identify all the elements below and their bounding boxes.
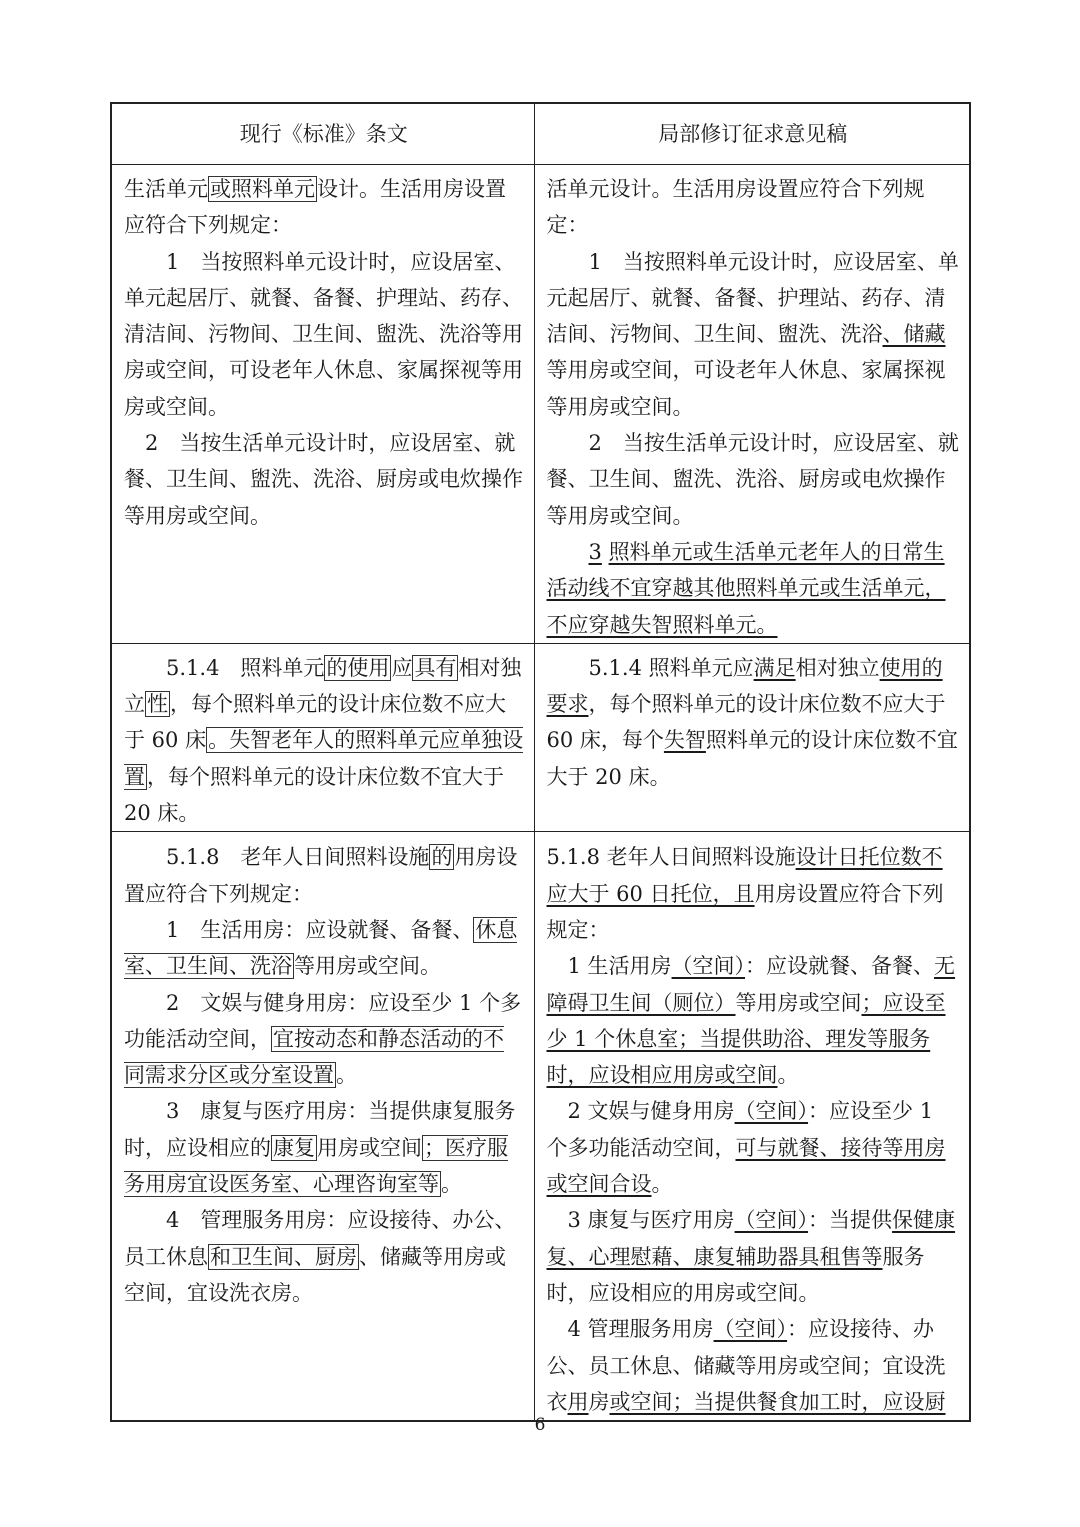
cell-current-row2 <box>111 643 534 831</box>
text-span: ，每个照料单元的设计床位数不应大于 60 床，每个 <box>546 692 946 753</box>
table-header-row <box>111 103 970 165</box>
paragraph <box>547 839 960 948</box>
underlined-text: 3 <box>588 539 602 564</box>
boxed-text: 的 <box>431 845 453 870</box>
cell-revision-row2 <box>534 643 970 831</box>
paragraph <box>124 1202 524 1311</box>
paragraph <box>547 948 960 1093</box>
paragraph <box>547 534 960 643</box>
underlined-text: 使用的要求 <box>546 655 943 717</box>
text-span: 4 管理服务用房：应设接待、办公、员工休息 <box>124 1208 516 1269</box>
boxed-text: 。失智老年人的照料单元应单独设置 <box>124 728 524 789</box>
paragraph <box>124 839 524 912</box>
text-span: 用房设置应符合下列规定： <box>124 845 518 906</box>
underlined-text: 用 <box>567 1389 589 1414</box>
text-span: 照料单元的设计床位数不宜大于 20 床。 <box>546 728 958 789</box>
boxed-text: 和卫生间、厨房 <box>210 1244 357 1269</box>
underlined-text: （空间） <box>671 954 746 979</box>
paragraph: 活单元设计。生活用房设置应符合下列规定： <box>546 177 925 238</box>
text-span: 相对独立 <box>124 655 522 717</box>
underlined-text: 照料单元或生活单元老年人的日常生活动线不宜穿越其他照料单元或生活单元，不应穿越失智照料单元。 <box>546 539 946 637</box>
text-span: 5.1.4 照料单元应 <box>588 655 754 680</box>
paragraph <box>124 912 524 985</box>
paragraph <box>124 985 524 1094</box>
text-span: 设计。生活用房设置应符合下列规定： <box>124 177 506 238</box>
boxed-text: 康复 <box>273 1135 315 1160</box>
table-row <box>111 832 970 1421</box>
paragraph <box>547 1093 960 1202</box>
text-span: 。 <box>777 1063 799 1088</box>
text-span: 2 文娱与健身用房：应设至少 1 个多功能活动空间， <box>124 990 522 1051</box>
underlined-text: 、储藏 <box>882 322 946 347</box>
text-span: 用房设置应符合下列规定： <box>546 881 944 942</box>
underlined-text: 可与就餐、接待等用房或空间合设 <box>546 1135 946 1197</box>
text-span: ：应设接待、办公、员工休息、储藏等用房或空间；宜设洗衣 <box>546 1317 946 1414</box>
cell-current-row3 <box>111 832 534 1421</box>
header-revision-draft: 局部修订征求意见稿 <box>534 103 970 165</box>
text-span: 5.1.8 老年人日间照料设施 <box>546 845 796 870</box>
text-span: 5.1.4 照料单元 <box>166 655 325 680</box>
text-span: 3 康复与医疗用房 <box>567 1208 735 1233</box>
text-span: ，每个照料单元的设计床位数不宜大于 20 床。 <box>124 764 504 826</box>
boxed-text: 或照料单元 <box>210 177 315 201</box>
table-row <box>111 165 970 644</box>
text-span: 服务时，应设相应的用房或空间。 <box>546 1244 925 1305</box>
text-span: ：当提供 <box>808 1208 893 1233</box>
page-number: 6 <box>534 1415 546 1435</box>
text-span: 4 管理服务用房 <box>567 1317 714 1342</box>
cell-revision-row3 <box>534 832 970 1421</box>
paragraph <box>547 650 960 795</box>
text-span: 。 <box>441 1172 462 1197</box>
text-span: 房 <box>588 1389 610 1414</box>
underlined-text: （空间） <box>713 1317 788 1342</box>
text-span: ：应设至少 1 个多功能活动空间， <box>546 1099 934 1160</box>
text-span: 用房或空间 <box>317 1135 422 1160</box>
underlined-text: 设计日托位数不应大于 60 日托位，且 <box>546 845 943 906</box>
comparison-table <box>110 102 971 1422</box>
underlined-text: 失智 <box>663 728 706 753</box>
table-row <box>111 643 970 831</box>
paragraph: 1 当按照料单元设计时，应设居室、单元起居厅、就餐、备餐、护理站、药存、清洁间、污物间、卫生间、盥洗、洗浴等用房或空间，可设老年人休息、家属探视等用房或空间。 <box>124 249 523 419</box>
underlined-text: ；应设至少 1 个休息室；当提供助浴、理发等服务时，应设相应用房或空间 <box>546 990 946 1088</box>
boxed-text: 宜按动态和静态活动的不同需求分区或分室设置 <box>124 1026 504 1088</box>
text-span: 。 <box>336 1063 357 1088</box>
text-span: 应 <box>391 655 413 680</box>
paragraph <box>124 650 524 831</box>
underlined-text: （空间） <box>734 1208 809 1233</box>
cell-revision-row1 <box>534 165 970 644</box>
cell-current-row1 <box>111 165 534 644</box>
paragraph <box>547 1311 960 1420</box>
text-span: 等用房或空间 <box>735 990 862 1015</box>
text-span: 生活单元 <box>124 177 208 201</box>
text-span: 1 生活用房 <box>567 954 672 979</box>
text-span: ，每个照料单元的设计床位数不应大于 60 床 <box>124 692 506 753</box>
header-current-standard: 现行《标准》条文 <box>111 103 534 165</box>
text-span: 相对独立 <box>795 655 880 680</box>
text-span: 5.1.8 老年人日间照料设施 <box>166 845 430 870</box>
text-span: 3 康复与医疗用房：当提供康复服务时，应设相应的 <box>124 1099 516 1160</box>
paragraph <box>547 1202 960 1311</box>
text-span: 、储藏等用房或空间，宜设洗衣房。 <box>124 1244 506 1305</box>
text-span: 2 文娱与健身用房 <box>567 1099 735 1124</box>
underlined-text: 或空间；当提供餐食加工时，应设厨 <box>609 1389 946 1414</box>
underlined-text: 无障碍卫生间（厕位） <box>546 954 956 1015</box>
text-span: 1 生活用房：应设就餐、备餐、 <box>166 917 474 942</box>
text-span: 等用房或空间，可设老年人休息、家属探视等用房或空间。 <box>546 358 946 419</box>
paragraph: 2 当按生活单元设计时，应设居室、就餐、卫生间、盥洗、洗浴、厨房或电炊操作等用房或空间。 <box>546 431 959 528</box>
text-span: 。 <box>651 1172 673 1197</box>
text-span: 1 当按照料单元设计时，应设居室、单元起居厅、就餐、备餐、护理站、药存、清洁间、污物间、卫生间、盥洗、洗浴 <box>546 249 959 347</box>
paragraph: 2 当按生活单元设计时，应设居室、就餐、卫生间、盥洗、洗浴、厨房或电炊操作等用房或空间。 <box>124 431 523 528</box>
paragraph <box>547 244 960 425</box>
paragraph <box>124 171 524 244</box>
boxed-text: 休息室、卫生间、洗浴 <box>124 917 518 979</box>
boxed-text: ；医疗服务用房宜设医务室、心理咨询室等 <box>124 1135 508 1197</box>
underlined-text: 满足 <box>753 655 796 680</box>
underlined-text: （空间） <box>734 1099 809 1124</box>
underlined-text: 保健康复、心理慰藉、康复辅助器具租售等 <box>546 1208 956 1269</box>
paragraph <box>124 1093 524 1202</box>
text-span: 等用房或空间。 <box>294 954 441 979</box>
text-span: ：应设就餐、备餐、 <box>745 954 935 979</box>
boxed-text: 性 <box>147 692 168 717</box>
boxed-text: 的使用 <box>326 655 390 680</box>
boxed-text: 具有 <box>414 655 457 680</box>
